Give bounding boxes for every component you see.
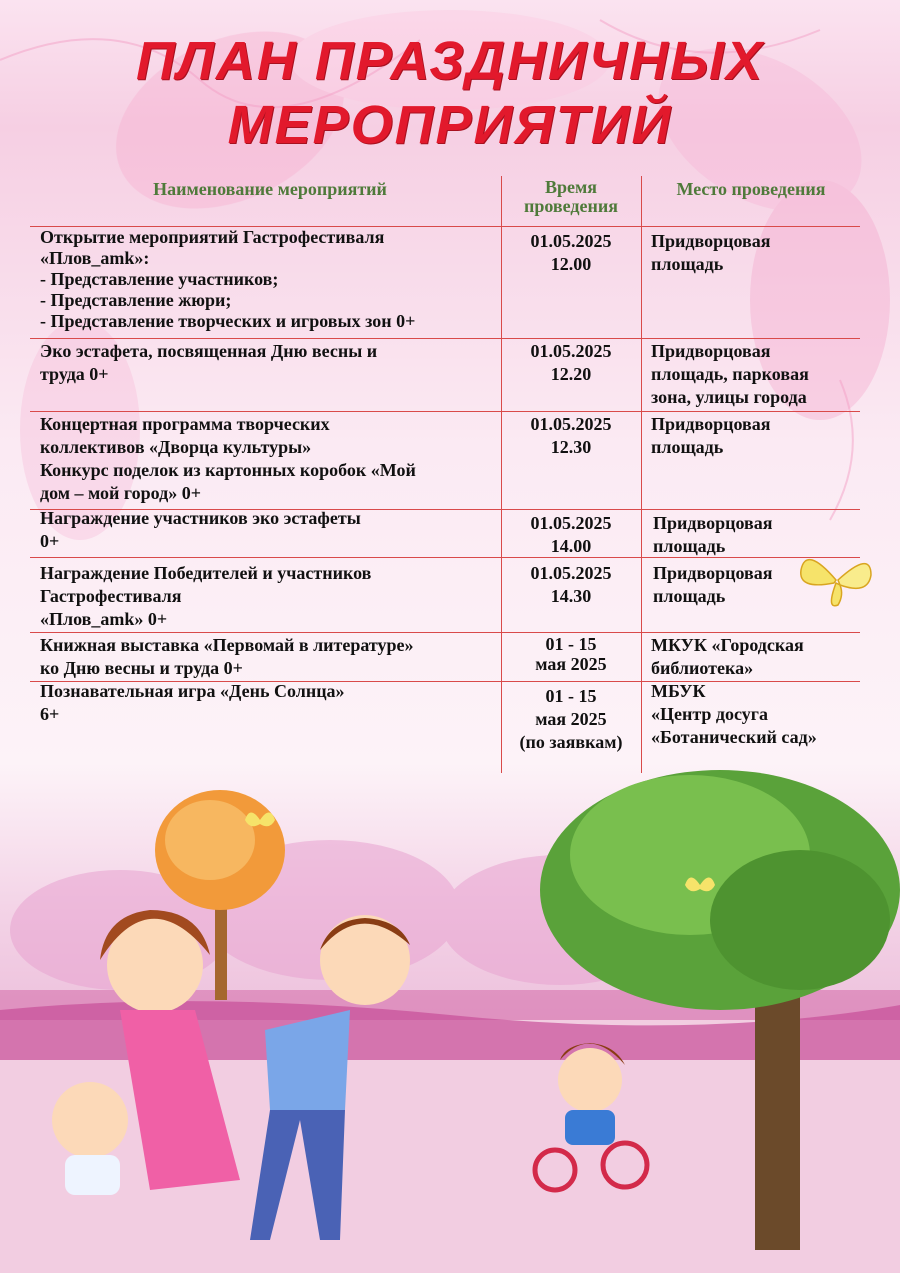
table-row-name — [40, 680, 500, 726]
column-divider — [501, 176, 502, 773]
header-place: Место проведения — [676, 179, 826, 199]
place-line: площадь, парковая — [651, 364, 809, 384]
family-park-illustration — [0, 760, 900, 1273]
time-line: 01 - 15 — [545, 634, 597, 654]
place-line: библиотека» — [651, 658, 754, 678]
name-line: Награждение Победителей и участников — [40, 563, 372, 583]
name-line: - Представление творческих и игровых зон 0+ — [40, 311, 416, 331]
table-row-place — [651, 680, 851, 749]
time-line: 01.05.2025 — [530, 414, 612, 434]
table-row-place — [651, 340, 851, 409]
page-title-line-1: ПЛАН ПРАЗДНИЧНЫХ — [135, 31, 765, 91]
name-line: труда 0+ — [40, 364, 109, 384]
table-row-name — [40, 507, 500, 553]
time-line: 14.00 — [550, 536, 592, 556]
time-line: 01.05.2025 — [530, 513, 612, 533]
name-line: Эко эстафета, посвященная Дню весны и — [40, 341, 378, 361]
table-row-time — [505, 340, 637, 386]
name-line: Награждение участников эко эстафеты — [40, 508, 361, 528]
place-line: зона, улицы города — [651, 387, 807, 407]
name-line: ко Дню весны и труда 0+ — [40, 658, 243, 678]
butterfly-icon — [796, 545, 876, 615]
table-row-time — [505, 634, 637, 674]
name-line: «Плов_amk» 0+ — [40, 609, 168, 629]
page-title-line-2: МЕРОПРИЯТИЙ — [227, 95, 673, 155]
place-line: Придворцовая — [653, 563, 773, 583]
name-line: «Плов_amk»: — [40, 248, 150, 268]
name-line: - Представление жюри; — [40, 290, 232, 310]
column-divider — [641, 176, 642, 773]
time-line: 12.20 — [550, 364, 592, 384]
table-row-time — [505, 512, 637, 558]
table-row-name — [40, 413, 500, 505]
name-line: - Представление участников; — [40, 269, 279, 289]
header-name: Наименование мероприятий — [153, 179, 387, 199]
place-line: Придворцовая — [651, 341, 771, 361]
row-divider — [30, 411, 860, 412]
table-row-time — [505, 685, 637, 754]
table-row-time — [505, 562, 637, 608]
place-line: Придворцовая — [651, 231, 771, 251]
table-row-name — [40, 227, 500, 332]
time-line: 12.30 — [550, 437, 592, 457]
header-time — [505, 178, 637, 216]
name-line: 6+ — [40, 704, 60, 724]
place-line: площадь — [653, 586, 726, 606]
name-line: Познавательная игра «День Солнца» — [40, 681, 345, 701]
name-line: коллективов «Дворца культуры» — [40, 437, 312, 457]
place-line: Придворцовая — [653, 513, 773, 533]
header-time-line-2: проведения — [524, 196, 618, 216]
table-row-name — [40, 340, 500, 386]
table-row-place — [651, 634, 851, 680]
time-line: 01 - 15 — [545, 686, 597, 706]
time-line: (по заявкам) — [519, 732, 623, 752]
time-line: мая 2025 — [535, 709, 607, 729]
place-line: «Центр досуга — [651, 704, 768, 724]
place-line: МКУК «Городская — [651, 635, 804, 655]
time-line: 01.05.2025 — [530, 563, 612, 583]
name-line: Открытие мероприятий Гастрофестиваля — [40, 227, 385, 247]
table-row-time — [505, 413, 637, 459]
name-line: Гастрофестиваля — [40, 586, 182, 606]
time-line: 01.05.2025 — [530, 231, 612, 251]
time-line: 01.05.2025 — [530, 341, 612, 361]
place-line: площадь — [651, 437, 724, 457]
table-row-name — [40, 562, 500, 631]
table-row-place — [651, 413, 851, 459]
name-line: Конкурс поделок из картонных коробок «Мой — [40, 460, 416, 480]
name-line: 0+ — [40, 531, 60, 551]
place-line: Придворцовая — [651, 414, 771, 434]
table-row-name — [40, 634, 500, 680]
header-time-line-1: Время — [544, 177, 597, 197]
place-line: «Ботанический сад» — [651, 727, 817, 747]
row-divider — [30, 632, 860, 633]
place-line: площадь — [653, 536, 726, 556]
time-line: мая 2025 — [535, 654, 607, 674]
name-line: дом – мой город» 0+ — [40, 483, 201, 503]
table-row-time — [505, 230, 637, 276]
place-line: площадь — [651, 254, 724, 274]
table-row-place — [651, 230, 851, 276]
row-divider — [30, 338, 860, 339]
name-line: Концертная программа творческих — [40, 414, 330, 434]
place-line: МБУК — [651, 681, 706, 701]
time-line: 14.30 — [550, 586, 592, 606]
name-line: Книжная выставка «Первомай в литературе» — [40, 635, 414, 655]
time-line: 12.00 — [550, 254, 592, 274]
